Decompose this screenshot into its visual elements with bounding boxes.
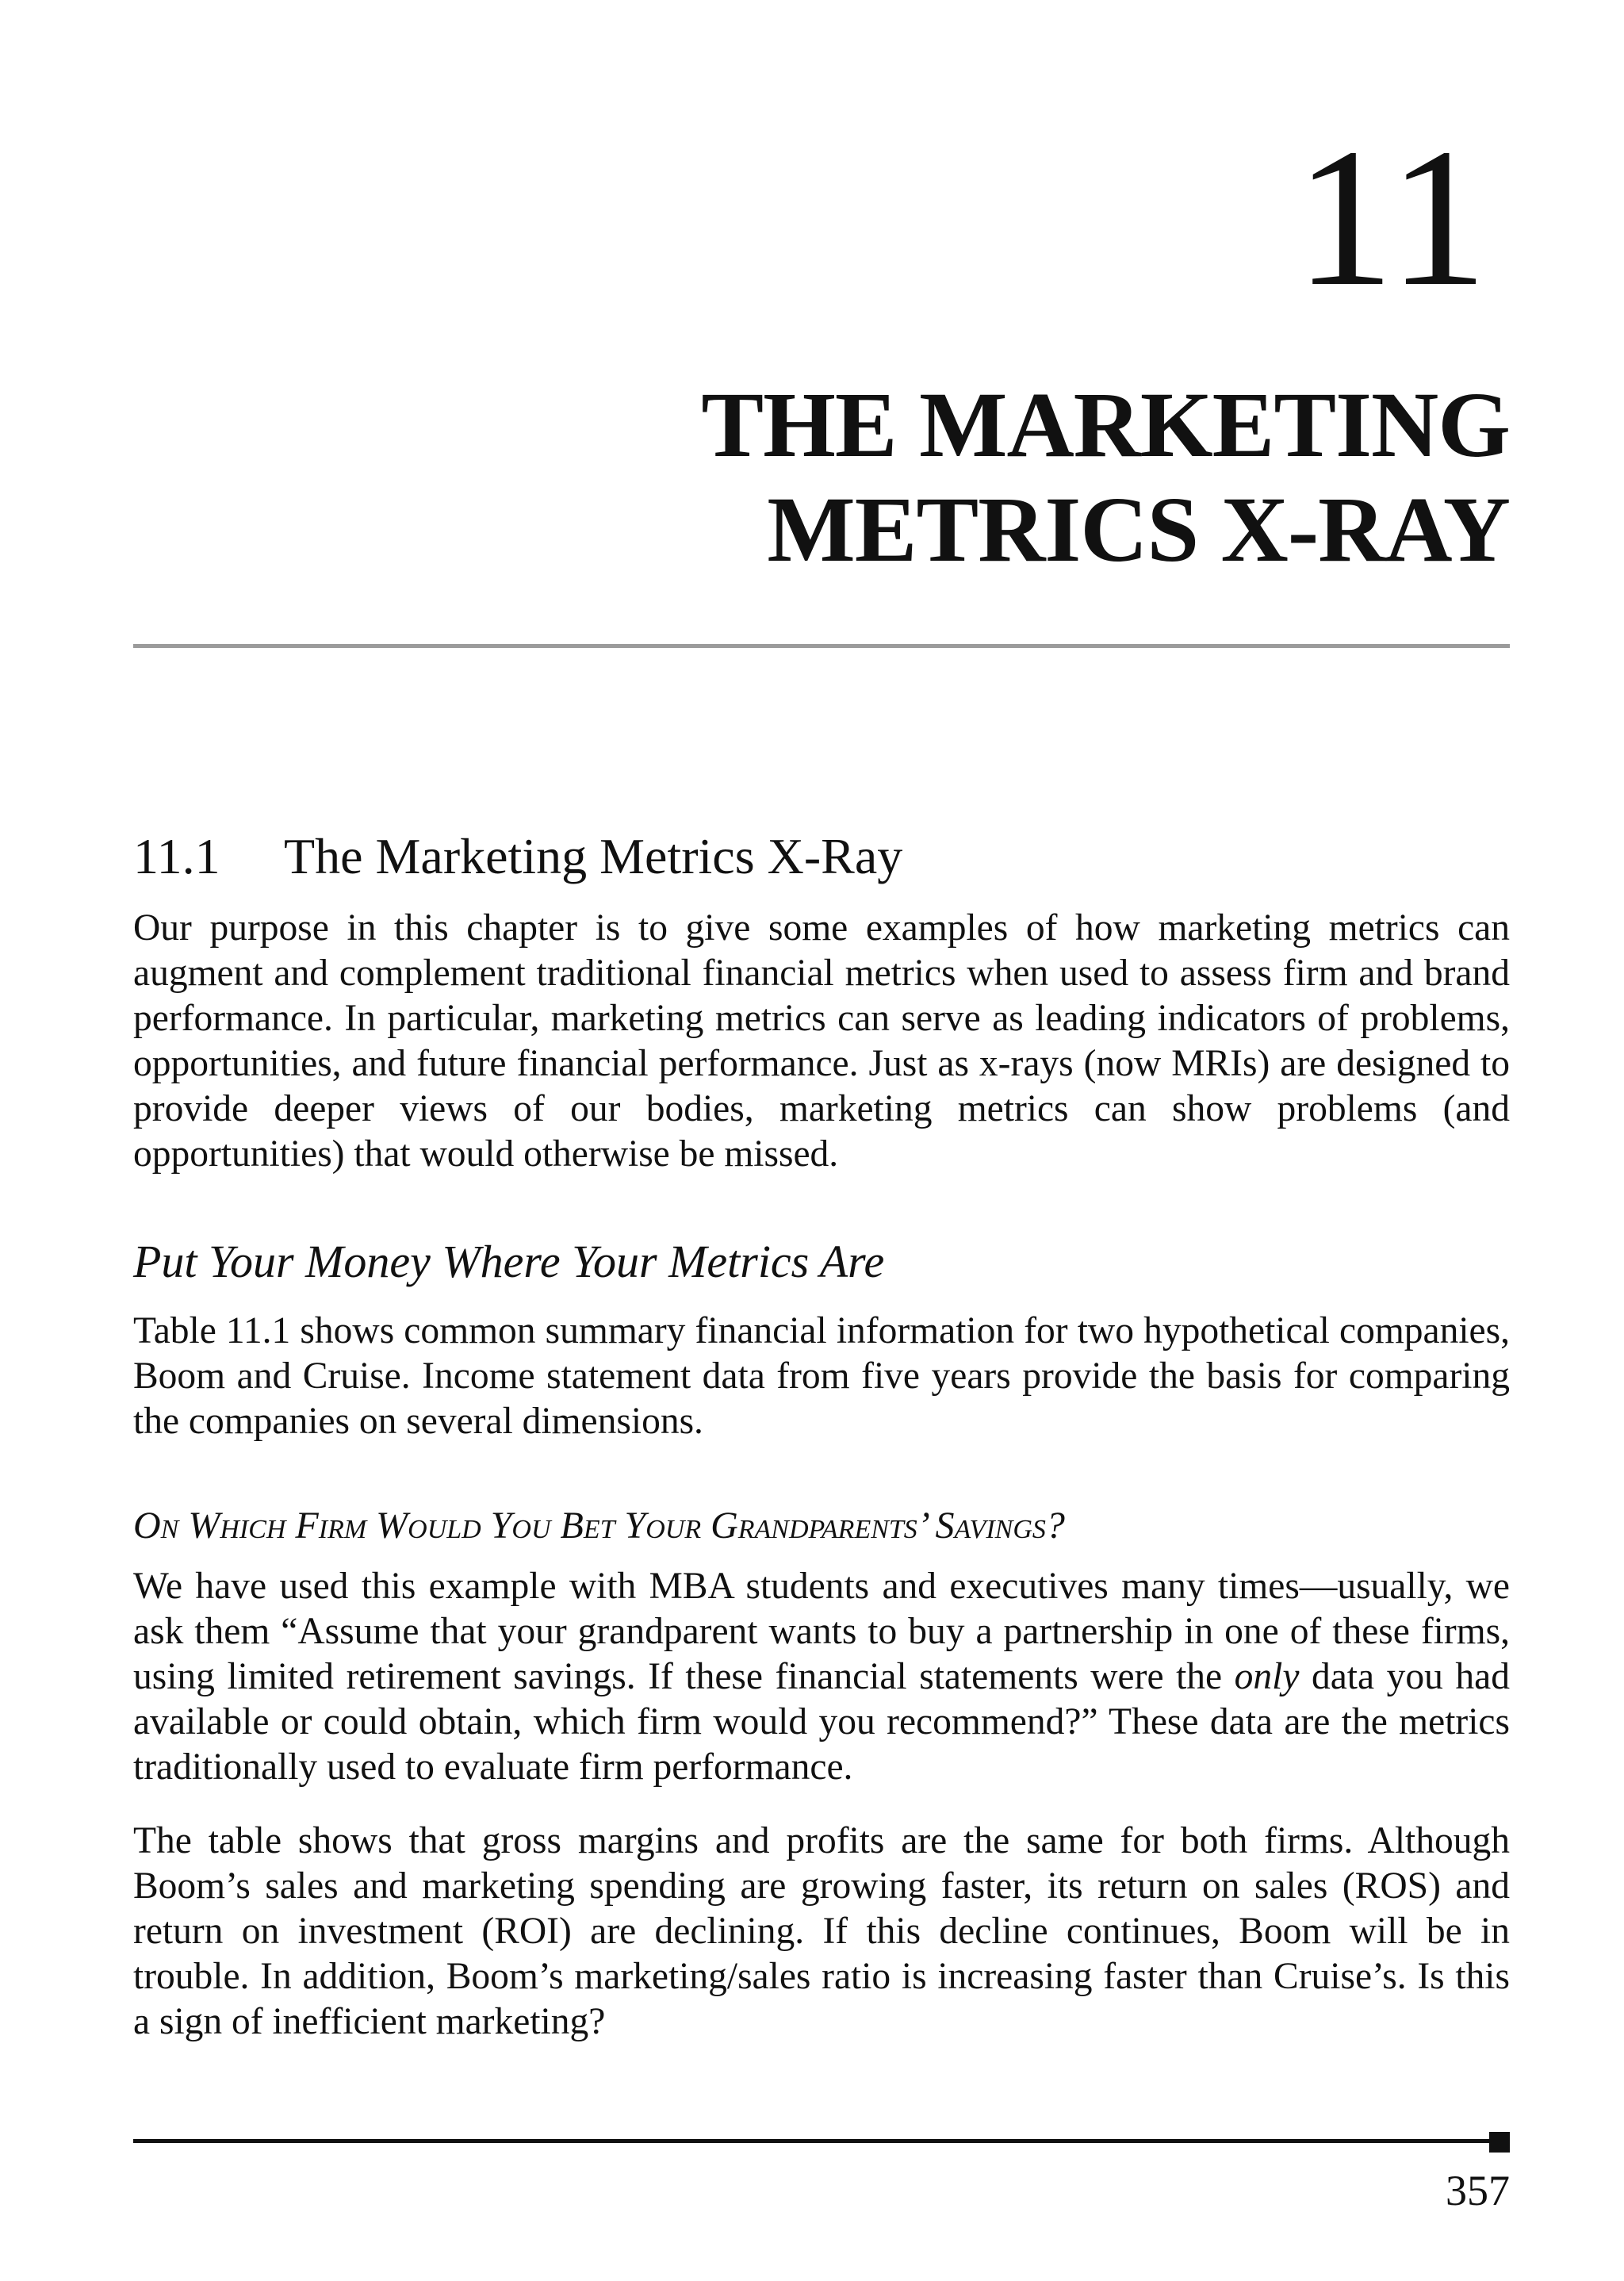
subsection-paragraph: Table 11.1 shows common summary financial information for two hypothetical companies, Boom and Cruise. Income statement data from five years provide the basis for comparing the companies on several dimensions. bbox=[133, 1309, 1510, 1442]
section-title: The Marketing Metrics X-Ray bbox=[284, 828, 903, 884]
paragraph-text-after-emphasis: data you had available or could obtain, which firm would you recommend?” These data are the metrics traditionally used to evaluate firm performance. bbox=[133, 1656, 1510, 1788]
section-heading bbox=[133, 825, 1510, 888]
subsubsection-heading: On Which Firm Would You Bet Your Grandparents’ Savings? bbox=[133, 1504, 1065, 1547]
section-intro-paragraph: Our purpose in this chapter is to give some examples of how marketing metrics can augment and complement traditional financial metrics when used to assess firm and brand performance. In particular, marketing metrics can serve as leading indicators of problems, opportunities, and future financial performance. Just as x-rays (now MRIs) are designed to provide deeper views of our bodies, marketing metrics can show problems (and opportunities) that would otherwise be missed. bbox=[133, 907, 1510, 1175]
chapter-number: 11 bbox=[1295, 108, 1489, 328]
chapter-title-line-1: THE MARKETING bbox=[701, 373, 1510, 477]
page-number: 357 bbox=[1446, 2167, 1510, 2214]
subsubsection-paragraph-1 bbox=[133, 1564, 1510, 1790]
chapter-body bbox=[133, 825, 1510, 2045]
footer-square-marker bbox=[1489, 2132, 1510, 2153]
emphasized-word: only bbox=[1234, 1656, 1300, 1698]
paragraph-text-before-emphasis: We have used this example with MBA students and executives many times—usually, we ask them “Assume that your grandparent wants to buy a partnership in one of these firms, using limited retirement savings. If these financial statements were the bbox=[133, 1566, 1510, 1698]
subsubsection-paragraph-2: The table shows that gross margins and profits are the same for both firms. Although Boom’s sales and marketing spending are growing faster, its return on sales (ROS) and return on investment (ROI) are declining. If this decline continues, Boom will be in trouble. In addition, Boom’s marketing/sales ratio is increasing faster than Cruise’s. Is this a sign of inefficient marketing? bbox=[133, 1820, 1510, 2043]
footer-rule bbox=[133, 2139, 1496, 2143]
subsection-heading: Put Your Money Where Your Metrics Are bbox=[133, 1236, 885, 1287]
chapter-title-line-2: METRICS X-RAY bbox=[767, 477, 1510, 582]
section-number: 11.1 bbox=[133, 828, 220, 884]
chapter-title-divider bbox=[133, 644, 1510, 648]
chapter-title bbox=[479, 373, 1510, 582]
